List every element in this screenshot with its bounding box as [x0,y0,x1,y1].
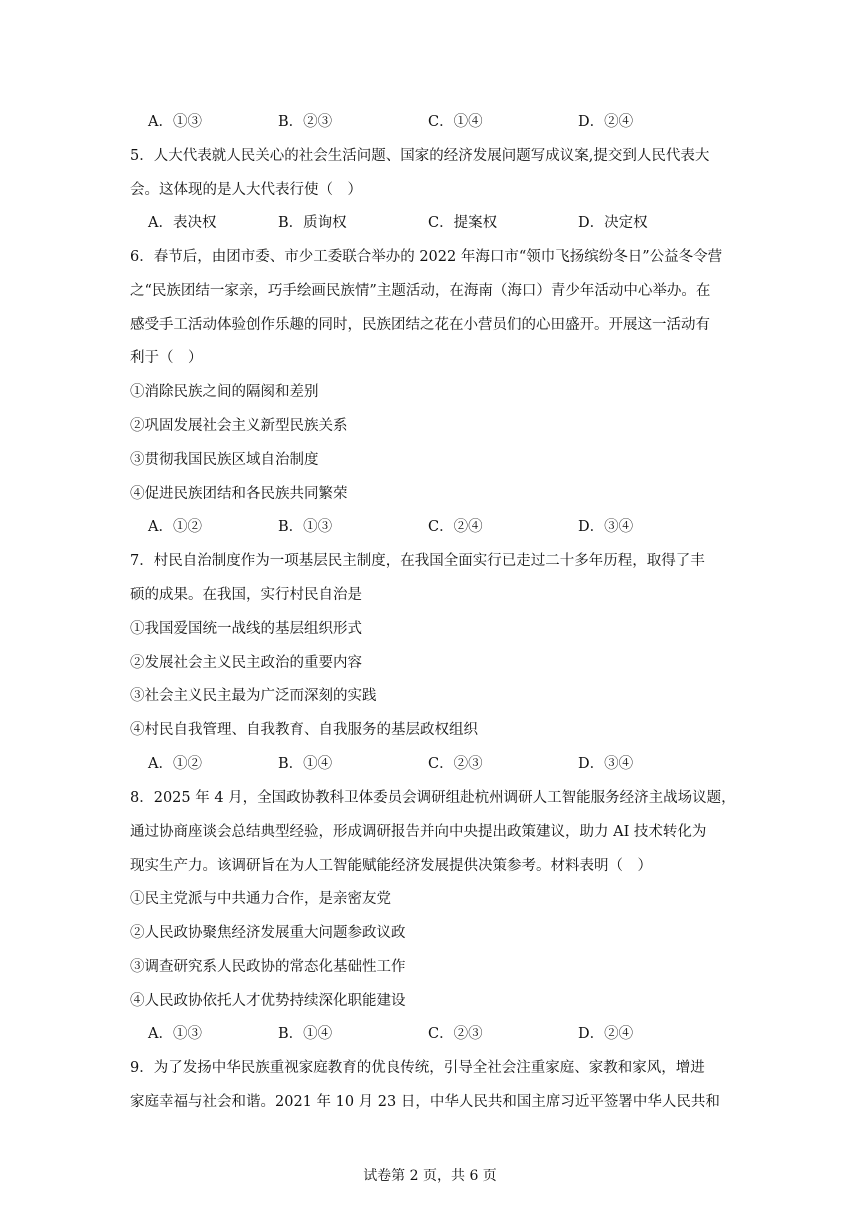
q8-stem-line-2: 通过协商座谈会总结典型经验，形成调研报告并向中央提出政策建议，助力 AI 技术转化为 [130,824,707,840]
q7-item-3: ③社会主义民主最为广泛而深刻的实践 [130,688,377,704]
q6-item-2: ②巩固发展社会主义新型民族关系 [130,418,348,434]
q7-option-b: B．①④ [278,756,333,772]
q5-option-b: B．质询权 [278,215,347,231]
q4-option-b: B．②③ [278,114,333,130]
q8-option-b: B．①④ [278,1026,333,1042]
q5-stem-line-2: 会。这体现的是人大代表行使（ ） [130,182,362,198]
q7-stem-line-2: 硕的成果。在我国，实行村民自治是 [130,587,362,603]
q8-option-d: D．②④ [578,1026,634,1042]
q5-option-d: D．决定权 [578,215,648,231]
q4-option-a: A．①③ [148,114,202,130]
q6-stem-line-2: 之“民族团结一家亲，巧手绘画民族情”主题活动，在海南（海口）青少年活动中心举办。在 [130,283,711,299]
q5-option-a: A．表决权 [148,215,217,231]
q7-item-2: ②发展社会主义民主政治的重要内容 [130,655,362,671]
q7-item-1: ①我国爱国统一战线的基层组织形式 [130,621,362,637]
q7-option-a: A．①② [148,756,202,772]
q6-option-a: A．①② [148,519,202,535]
q6-option-d: D．③④ [578,519,634,535]
q7-item-4: ④村民自我管理、自我教育、自我服务的基层政权组织 [130,722,478,738]
q4-option-c: C．①④ [428,114,483,130]
q5-stem-line-1: 5．人大代表就人民关心的社会生活问题、国家的经济发展问题写成议案,提交到人民代表大 [130,148,710,164]
q8-options [148,1024,748,1044]
q8-option-c: C．②③ [428,1026,483,1042]
q6-option-c: C．②④ [428,519,483,535]
q7-options [148,754,748,774]
q8-stem-line-1: 8．2025 年 4 月，全国政协教科卫体委员会调研组赴杭州调研人工智能服务经济主战场议题， [130,790,736,806]
q8-item-2: ②人民政协聚焦经济发展重大问题参政议政 [130,925,406,941]
q7-stem-line-1: 7．村民自治制度作为一项基层民主制度，在我国全面实行已走过二十多年历程，取得了丰 [130,553,705,569]
q8-item-1: ①民主党派与中共通力合作，是亲密友党 [130,891,391,907]
q5-options [148,213,748,233]
q9-stem-line-2: 家庭幸福与社会和谐。2021 年 10 月 23 日，中华人民共和国主席习近平签署中华人民共和 [130,1094,720,1110]
q9-stem-line-1: 9．为了发扬中华民族重视家庭教育的优良传统，引导全社会注重家庭、家教和家风，增进 [130,1060,705,1076]
q6-item-1: ①消除民族之间的隔阂和差别 [130,384,319,400]
q6-stem-line-4: 利于（ ） [130,350,203,366]
q8-item-3: ③调查研究系人民政协的常态化基础性工作 [130,959,406,975]
q7-option-d: D．③④ [578,756,634,772]
q7-option-c: C．②③ [428,756,483,772]
q8-item-4: ④人民政协依托人才优势持续深化职能建设 [130,993,406,1009]
q6-options [148,517,748,537]
q6-stem-line-1: 6．春节后，由团市委、市少工委联合举办的 2022 年海口市“领巾飞扬缤纷冬日”公益冬令营 [130,249,723,265]
q5-option-c: C．提案权 [428,215,498,231]
page-footer: 试卷第 2 页，共 6 页 [363,1168,497,1184]
q8-stem-line-3: 现实生产力。该调研旨在为人工智能赋能经济发展提供决策参考。材料表明（ ） [130,858,652,874]
q6-option-b: B．①③ [278,519,333,535]
q6-item-3: ③贯彻我国民族区域自治制度 [130,452,319,468]
q6-item-4: ④促进民族团结和各民族共同繁荣 [130,486,348,502]
q4-options [148,112,748,132]
q6-stem-line-3: 感受手工活动体验创作乐趣的同时，民族团结之花在小营员们的心田盛开。开展这一活动有 [130,317,710,333]
q8-option-a: A．①③ [148,1026,202,1042]
q4-option-d: D．②④ [578,114,634,130]
